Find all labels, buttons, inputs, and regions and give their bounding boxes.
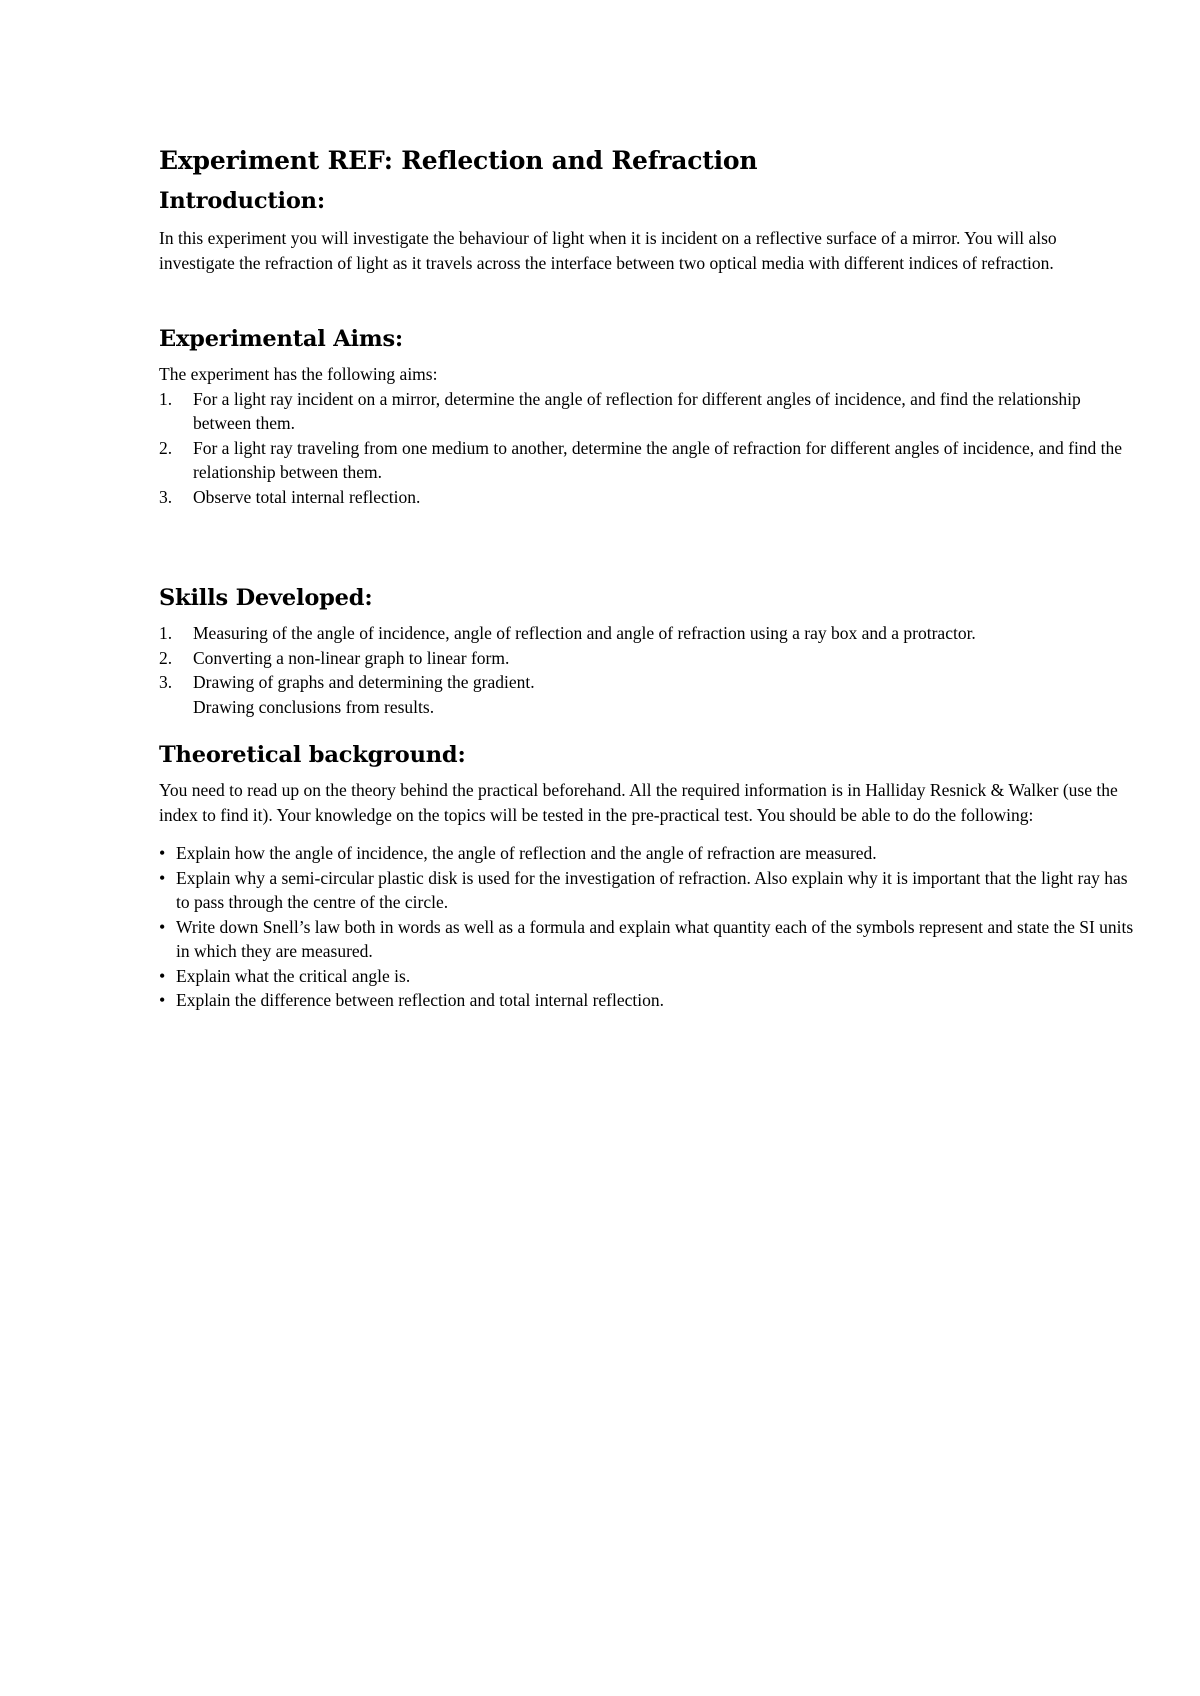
list-text: Converting a non-linear graph to linear form.	[193, 647, 510, 668]
list-text: For a light ray incident on a mirror, determine the angle of reflection for different angles of incidence, and find the relationship between them.	[193, 388, 1081, 433]
list-item	[159, 436, 1139, 485]
bullet-item: • Explain why a semi-circular plastic disk is used for the investigation of refraction. Also explain why it is important that the light ray has to pass through the centre of the circle.	[159, 866, 1139, 915]
list-text: Measuring of the angle of incidence, angle of reflection and angle of refraction using a ray box and a protractor.	[193, 623, 976, 643]
list-number: 1.	[159, 388, 173, 409]
theory-heading: Theoretical background:	[159, 742, 466, 768]
list-item-continuation: Drawing conclusions from results.	[193, 696, 435, 717]
list-number: 2.	[159, 647, 173, 668]
list-number: 2.	[159, 437, 173, 458]
introduction-heading: Introduction:	[159, 188, 325, 214]
aims-section	[159, 326, 1139, 509]
skills-heading: Skills Developed:	[159, 585, 373, 611]
aims-heading: Experimental Aims:	[159, 326, 404, 352]
list-text: Observe total internal reflection.	[193, 486, 421, 507]
aims-list	[159, 387, 1139, 510]
list-number: 3.	[159, 486, 173, 507]
introduction-text: In this experiment you will investigate the behaviour of light when it is incident on a reflective surface of a mirror. You will also investigate the refraction of light as it travels across the interface between two optical media with different indices of refraction.	[159, 228, 1057, 273]
list-text: Drawing of graphs and determining the gradient.	[193, 672, 535, 692]
bullet-item: • Write down Snell’s law both in words as well as a formula and explain what quantity each of the symbols represent and state the SI units in which they are measured.	[159, 915, 1139, 964]
theory-text: You need to read up on the theory behind the practical beforehand. All the required information is in Halliday Resnick & Walker (use the index to find it). Your knowledge on the topics will be tested in the pre-practical test. You should be able to do the following:	[159, 780, 1118, 825]
theory-bullet-list	[159, 841, 1139, 1013]
bullet-item: • Explain how the angle of incidence, the angle of reflection and the angle of refraction are measured.	[159, 841, 1139, 866]
skills-section	[159, 585, 1139, 719]
list-item	[159, 670, 1139, 695]
theory-section	[159, 742, 1139, 1013]
list-item	[159, 387, 1139, 436]
introduction-section	[159, 188, 1139, 275]
list-item	[159, 485, 1139, 510]
list-number: 3.	[159, 672, 173, 692]
list-text: For a light ray traveling from one medium to another, determine the angle of refraction for different angles of incidence, and find the relationship between them.	[193, 437, 1123, 482]
bullet-item: • Explain the difference between reflection and total internal reflection.	[159, 988, 1139, 1013]
skills-list	[159, 621, 1139, 719]
bullet-item: • Explain what the critical angle is.	[159, 964, 1139, 989]
document-title: Experiment REF: Reflection and Refraction	[159, 146, 758, 175]
aims-lead: The experiment has the following aims:	[159, 364, 438, 384]
list-number: 1.	[159, 623, 173, 643]
list-item	[159, 646, 1139, 671]
list-item	[159, 621, 1139, 646]
